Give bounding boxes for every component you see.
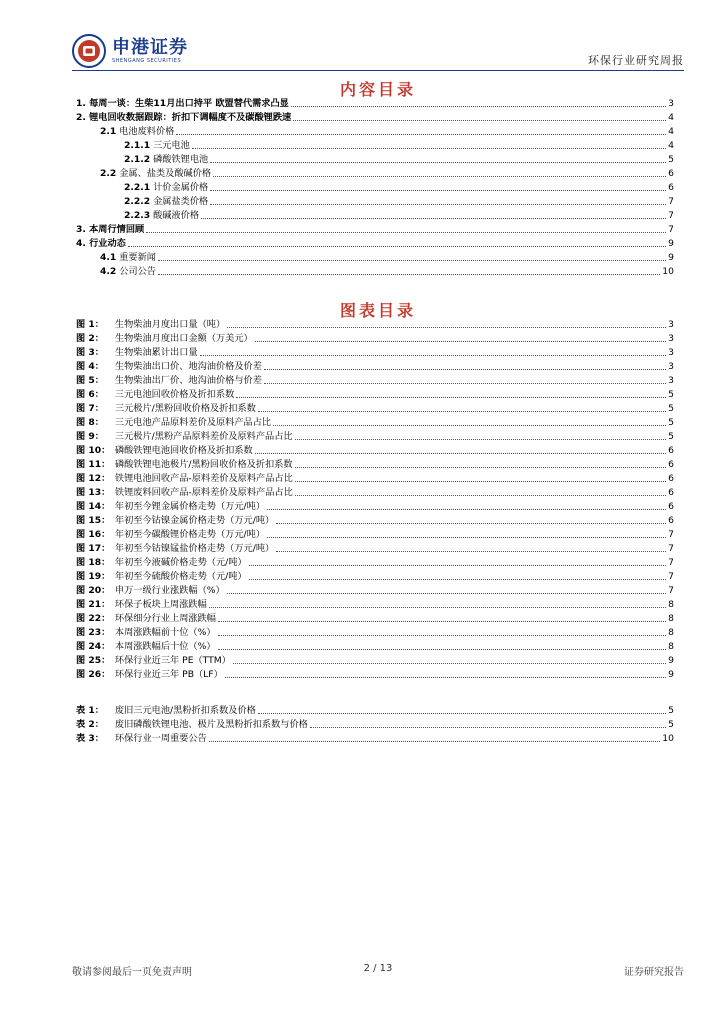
- logo-english-name: SHENGANG SECURITIES: [112, 57, 182, 64]
- entry-page-number: 6: [668, 459, 674, 470]
- entry-text: 生物柴油累计出口量: [114, 347, 198, 358]
- entry-label: [76, 346, 198, 360]
- toc-entry[interactable]: [76, 612, 674, 626]
- leader-dots: [218, 649, 667, 650]
- entry-text: 三元极片/黑粉回收价格及折扣系数: [114, 403, 256, 414]
- entry-number: 1.: [76, 98, 86, 109]
- entry-label: [76, 556, 247, 570]
- leader-dots: [128, 246, 666, 247]
- entry-number: 表 2：: [76, 719, 104, 730]
- toc-entry[interactable]: [76, 265, 674, 279]
- entry-text: 三元电池回收价格及折扣系数: [114, 389, 235, 400]
- entry-number: 图 12：: [76, 473, 111, 484]
- entry-number: 2.2.1: [124, 182, 151, 193]
- entry-page-number: 6: [668, 487, 674, 498]
- entry-number: 图 16：: [76, 529, 111, 540]
- leader-dots: [176, 134, 666, 135]
- entry-text: 环保行业一周重要公告: [114, 733, 207, 744]
- leader-dots: [293, 120, 666, 121]
- entry-text: 电池废料价格: [119, 126, 175, 137]
- leader-dots: [310, 727, 666, 728]
- entry-page-number: 5: [668, 403, 674, 414]
- toc-entry[interactable]: [76, 153, 674, 167]
- entry-label: [76, 430, 293, 444]
- logo-chinese-name: 申港证券: [112, 36, 188, 58]
- entry-number: 2.: [76, 112, 86, 123]
- entry-text: 年初至今锂金属价格走势（万元/吨）: [114, 501, 266, 512]
- leader-dots: [249, 579, 666, 580]
- entry-label: [76, 500, 265, 514]
- entry-text: 年初至今钴镍锰盐价格走势（万元/吨）: [114, 543, 275, 554]
- leader-dots: [209, 741, 661, 742]
- leader-dots: [295, 495, 666, 496]
- entry-label: [76, 704, 256, 718]
- entry-number: 图 15：: [76, 515, 111, 526]
- entry-number: 4.2: [100, 266, 117, 277]
- entry-label: [76, 570, 247, 584]
- toc-entry[interactable]: [76, 223, 674, 237]
- leader-dots: [249, 565, 666, 566]
- entry-text: 三元电池: [153, 140, 190, 151]
- leader-dots: [200, 355, 667, 356]
- entry-label: [76, 584, 225, 598]
- entry-page-number: 10: [662, 266, 674, 277]
- entry-page-number: 3: [668, 319, 674, 330]
- company-logo: [72, 34, 188, 68]
- leader-dots: [158, 274, 660, 275]
- entry-number: 图 9：: [76, 431, 104, 442]
- entry-page-number: 5: [668, 417, 674, 428]
- leader-dots: [210, 204, 666, 205]
- entry-label: [76, 388, 234, 402]
- leader-dots: [295, 439, 667, 440]
- entry-number: 图 10：: [76, 445, 111, 456]
- entry-number: 2.1.2: [124, 154, 151, 165]
- leader-dots: [209, 607, 666, 608]
- entry-text: 磷酸铁锂电池: [153, 154, 209, 165]
- entry-number: 表 1：: [76, 705, 104, 716]
- toc-entry[interactable]: [76, 181, 674, 195]
- entry-text: 三元极片/黑粉产品原料差价及原料产品占比: [114, 431, 293, 442]
- toc-entry[interactable]: [76, 139, 674, 153]
- leader-dots: [295, 467, 667, 468]
- entry-label: [76, 374, 262, 388]
- entry-text: 年初至今硫酸价格走势（元/吨）: [114, 571, 247, 582]
- entry-label: [76, 514, 274, 528]
- entry-number: 3.: [76, 224, 86, 235]
- leader-dots: [258, 713, 666, 714]
- entry-label: [100, 265, 156, 279]
- entry-label: [76, 223, 144, 237]
- toc-entry[interactable]: [76, 237, 674, 251]
- entry-label: [76, 402, 256, 416]
- leader-dots: [291, 106, 666, 107]
- entry-text: 三元电池产品原料差价及原料产品占比: [114, 417, 272, 428]
- entry-text: 年初至今钴镍金属价格走势（万元/吨）: [114, 515, 275, 526]
- entry-label: [76, 458, 293, 472]
- page-header: [72, 32, 684, 72]
- toc-entry[interactable]: [76, 654, 674, 668]
- entry-label: [76, 444, 253, 458]
- leader-dots: [258, 411, 666, 412]
- toc-entry[interactable]: [76, 598, 674, 612]
- leader-dots: [146, 232, 666, 233]
- entry-text: 本周涨跌幅前十位（%）: [114, 627, 216, 638]
- leader-dots: [201, 218, 666, 219]
- entry-number: 图 5：: [76, 375, 104, 386]
- figures-list: [76, 318, 674, 682]
- toc-entry[interactable]: [76, 584, 674, 598]
- entry-page-number: 6: [668, 515, 674, 526]
- toc-entry[interactable]: [76, 570, 674, 584]
- leader-dots: [255, 341, 666, 342]
- entry-text: 金属、盐类及酸碱价格: [119, 168, 212, 179]
- entry-page-number: 8: [668, 627, 674, 638]
- toc-entry[interactable]: [76, 346, 674, 360]
- toc-entry[interactable]: [76, 402, 674, 416]
- toc-entry[interactable]: [76, 486, 674, 500]
- entry-text: 本周行情回顾: [89, 224, 145, 235]
- entry-page-number: 7: [668, 557, 674, 568]
- entry-text: 每周一谈：生柴11月出口持平 欧盟替代需求凸显: [89, 98, 289, 109]
- entry-text: 铁锂电池回收产品-原料差价及原料产品占比: [114, 473, 293, 484]
- toc-entry[interactable]: [76, 732, 674, 746]
- leader-dots: [267, 509, 666, 510]
- leader-dots: [213, 176, 666, 177]
- entry-page-number: 5: [668, 719, 674, 730]
- disclaimer-note: 敬请参阅最后一页免责声明: [72, 967, 192, 978]
- entry-number: 图 7：: [76, 403, 104, 414]
- entry-label: [100, 251, 156, 265]
- toc-entry[interactable]: [76, 542, 674, 556]
- entry-number: 图 25：: [76, 655, 111, 666]
- entry-text: 生物柴油月度出口金额（万美元）: [114, 333, 253, 344]
- entry-page-number: 9: [668, 669, 674, 680]
- entry-label: [124, 195, 208, 209]
- toc-entry[interactable]: [76, 251, 674, 265]
- toc-entry[interactable]: [76, 458, 674, 472]
- entry-number: 图 2：: [76, 333, 104, 344]
- entry-label: [76, 472, 293, 486]
- entry-page-number: 5: [668, 431, 674, 442]
- entry-label: [124, 181, 208, 195]
- entry-text: 废旧磷酸铁锂电池、极片及黑粉折扣系数与价格: [114, 719, 308, 730]
- leader-dots: [255, 453, 666, 454]
- entry-page-number: 6: [668, 182, 674, 193]
- leader-dots: [225, 677, 666, 678]
- entry-page-number: 3: [668, 98, 674, 109]
- toc-entry[interactable]: [76, 111, 674, 125]
- toc-entry[interactable]: [76, 718, 674, 732]
- leader-dots: [210, 162, 666, 163]
- shengang-logo-icon: [72, 34, 106, 68]
- entry-label: [76, 416, 271, 430]
- entry-page-number: 7: [668, 543, 674, 554]
- entry-number: 4.: [76, 238, 86, 249]
- toc-entry[interactable]: [76, 374, 674, 388]
- leader-dots: [267, 537, 666, 538]
- entry-page-number: 7: [668, 210, 674, 221]
- entry-number: 图 8：: [76, 417, 104, 428]
- entry-text: 环保子板块上周涨跌幅: [114, 599, 207, 610]
- entry-text: 年初至今液碱价格走势（元/吨）: [114, 557, 247, 568]
- toc-entry[interactable]: [76, 444, 674, 458]
- leader-dots: [276, 523, 666, 524]
- entry-number: 2.1: [100, 126, 117, 137]
- entry-text: 酸碱液价格: [153, 210, 200, 221]
- toc-entry[interactable]: [76, 332, 674, 346]
- leader-dots: [276, 551, 666, 552]
- entry-number: 图 14：: [76, 501, 111, 512]
- entry-label: [76, 640, 216, 654]
- entry-label: [76, 668, 223, 682]
- toc-entry[interactable]: [76, 514, 674, 528]
- entry-page-number: 9: [668, 238, 674, 249]
- entry-text: 申万一级行业涨跌幅（%）: [114, 585, 225, 596]
- toc-entry[interactable]: [76, 388, 674, 402]
- leader-dots: [218, 635, 667, 636]
- entry-label: [76, 654, 231, 668]
- toc-entry[interactable]: [76, 704, 674, 718]
- entry-page-number: 8: [668, 641, 674, 652]
- leader-dots: [158, 260, 666, 261]
- entry-page-number: 6: [668, 501, 674, 512]
- entry-page-number: 7: [668, 585, 674, 596]
- entry-page-number: 4: [668, 112, 674, 123]
- entry-page-number: 9: [668, 655, 674, 666]
- entry-page-number: 7: [668, 529, 674, 540]
- entry-text: 本周涨跌幅后十位（%）: [114, 641, 216, 652]
- leader-dots: [210, 190, 666, 191]
- entry-page-number: 5: [668, 705, 674, 716]
- entry-label: [76, 626, 216, 640]
- report-type: 环保行业研究周报: [588, 54, 684, 67]
- entry-label: [100, 167, 211, 181]
- entry-number: 图 19：: [76, 571, 111, 582]
- entry-text: 磷酸铁锂电池回收价格及折扣系数: [114, 445, 253, 456]
- entry-page-number: 8: [668, 599, 674, 610]
- entry-number: 4.1: [100, 252, 117, 263]
- entry-label: [100, 125, 174, 139]
- entry-page-number: 8: [668, 613, 674, 624]
- entry-page-number: 7: [668, 571, 674, 582]
- entry-text: 公司公告: [119, 266, 156, 277]
- entry-text: 磷酸铁锂电池极片/黑粉回收价格及折扣系数: [114, 459, 293, 470]
- toc-entry[interactable]: [76, 318, 674, 332]
- entry-number: 2.2: [100, 168, 117, 179]
- entry-label: [76, 318, 225, 332]
- entry-label: [76, 360, 262, 374]
- entry-label: [76, 612, 216, 626]
- entry-text: 铁锂废料回收产品-原料差价及原料产品占比: [114, 487, 293, 498]
- entry-number: 2.1.1: [124, 140, 151, 151]
- entry-label: [76, 486, 293, 500]
- leader-dots: [264, 383, 666, 384]
- toc-entry[interactable]: [76, 528, 674, 542]
- entry-text: 生物柴油出口价、地沟油价格及价差: [114, 361, 262, 372]
- entry-text: 金属盐类价格: [153, 196, 209, 207]
- entry-page-number: 6: [668, 473, 674, 484]
- toc-entry[interactable]: [76, 416, 674, 430]
- entry-number: 表 3：: [76, 733, 104, 744]
- entry-number: 图 1：: [76, 319, 104, 330]
- entry-page-number: 5: [668, 389, 674, 400]
- toc-title: 内容目录: [339, 80, 416, 99]
- page-number: 2 / 13: [363, 963, 393, 974]
- entry-page-number: 9: [668, 252, 674, 263]
- page-footer: [72, 963, 684, 977]
- entry-page-number: 3: [668, 347, 674, 358]
- entry-page-number: 4: [668, 126, 674, 137]
- leader-dots: [295, 481, 666, 482]
- toc-entry[interactable]: [76, 97, 674, 111]
- tables-list: [76, 704, 674, 746]
- toc-entry[interactable]: [76, 430, 674, 444]
- entry-number: 图 6：: [76, 389, 104, 400]
- toc-entry[interactable]: [76, 167, 674, 181]
- entry-label: [124, 209, 199, 223]
- entry-label: [76, 718, 308, 732]
- entry-text: 生物柴油月度出口量（吨）: [114, 319, 226, 330]
- entry-label: [76, 237, 126, 251]
- entry-page-number: 3: [668, 333, 674, 344]
- toc-entry[interactable]: [76, 626, 674, 640]
- leader-dots: [264, 369, 666, 370]
- entry-number: 图 26：: [76, 669, 111, 680]
- entry-number: 图 13：: [76, 487, 111, 498]
- entry-number: 图 17：: [76, 543, 111, 554]
- entry-page-number: 3: [668, 361, 674, 372]
- header-divider: [72, 70, 684, 71]
- entry-number: 2.2.2: [124, 196, 151, 207]
- toc-entry[interactable]: [76, 472, 674, 486]
- entry-text: 生物柴油出厂价、地沟油价格与价差: [114, 375, 262, 386]
- entry-text: 锂电回收数据跟踪：折扣下调幅度不及碳酸锂跌速: [89, 112, 292, 123]
- leader-dots: [233, 663, 666, 664]
- entry-page-number: 6: [668, 168, 674, 179]
- entry-number: 图 20：: [76, 585, 111, 596]
- toc-list: [76, 97, 674, 279]
- entry-label: [124, 139, 190, 153]
- entry-label: [76, 111, 291, 125]
- leader-dots: [218, 621, 666, 622]
- entry-number: 图 11：: [76, 459, 111, 470]
- entry-text: 环保细分行业上周涨跌幅: [114, 613, 216, 624]
- report-label: 证券研究报告: [624, 967, 684, 978]
- entry-text: 行业动态: [89, 238, 126, 249]
- toc-entry[interactable]: [76, 500, 674, 514]
- toc-entry[interactable]: [76, 209, 674, 223]
- entry-label: [124, 153, 208, 167]
- entry-text: 环保行业近三年 PB（LF）: [114, 669, 223, 680]
- entry-page-number: 7: [668, 224, 674, 235]
- entry-page-number: 7: [668, 196, 674, 207]
- entry-number: 图 21：: [76, 599, 111, 610]
- entry-number: 图 4：: [76, 361, 104, 372]
- toc-entry[interactable]: [76, 668, 674, 682]
- entry-text: 环保行业近三年 PE（TTM）: [114, 655, 231, 666]
- figures-title: 图表目录: [339, 301, 416, 320]
- entry-number: 图 23：: [76, 627, 111, 638]
- entry-page-number: 3: [668, 375, 674, 386]
- entry-label: [76, 528, 265, 542]
- entry-number: 图 3：: [76, 347, 104, 358]
- entry-page-number: 4: [668, 140, 674, 151]
- toc-entry[interactable]: [76, 360, 674, 374]
- leader-dots: [227, 593, 666, 594]
- toc-entry[interactable]: [76, 640, 674, 654]
- entry-label: [76, 732, 207, 746]
- entry-number: 图 18：: [76, 557, 111, 568]
- leader-dots: [236, 397, 666, 398]
- entry-label: [76, 97, 289, 111]
- toc-entry[interactable]: [76, 195, 674, 209]
- toc-entry[interactable]: [76, 125, 674, 139]
- entry-number: 图 22：: [76, 613, 111, 624]
- entry-label: [76, 542, 274, 556]
- entry-text: 计价金属价格: [153, 182, 209, 193]
- leader-dots: [273, 425, 666, 426]
- toc-entry[interactable]: [76, 556, 674, 570]
- leader-dots: [192, 148, 666, 149]
- leader-dots: [227, 327, 666, 328]
- entry-text: 年初至今碳酸锂价格走势（万元/吨）: [114, 529, 266, 540]
- entry-page-number: 10: [662, 733, 674, 744]
- entry-page-number: 5: [668, 154, 674, 165]
- entry-label: [76, 598, 207, 612]
- entry-page-number: 6: [668, 445, 674, 456]
- entry-number: 2.2.3: [124, 210, 151, 221]
- entry-label: [76, 332, 253, 346]
- entry-text: 废旧三元电池/黑粉折扣系数及价格: [114, 705, 256, 716]
- entry-text: 重要新闻: [119, 252, 156, 263]
- entry-number: 图 24：: [76, 641, 111, 652]
